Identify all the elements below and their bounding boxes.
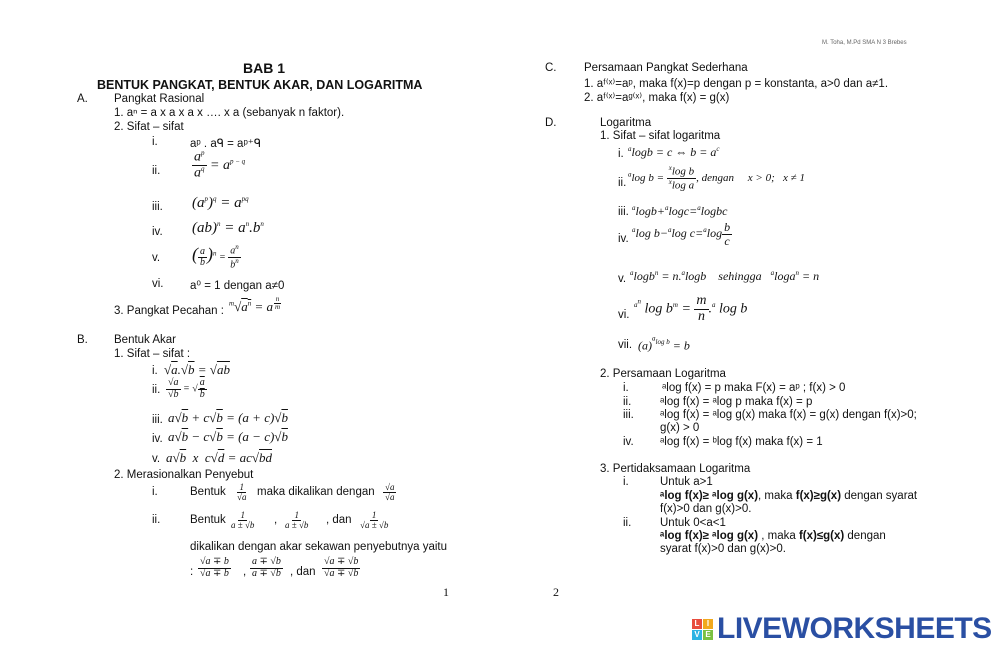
rule-a-iv-num: iv.	[152, 226, 163, 238]
log-eq-iii: ᵃlog f(x) = ᵃlog g(x) maka f(x) = g(x) dengan f(x)>0;	[660, 409, 917, 421]
page-number-left: 1	[443, 585, 449, 599]
section-d-sub2: 2. Persamaan Logaritma	[600, 368, 726, 380]
log-rule-i-formula: $^a$logb = c ⇔ $b = a^c$	[628, 145, 720, 159]
rationalize-ii-label: Bentuk	[190, 514, 226, 526]
rule-b-iii-formula: a√b + c√b = (a + c)√b	[168, 410, 288, 425]
log-ineq-i-syarat: f(x)>0 dan g(x)>0.	[660, 503, 752, 515]
section-a-item2: 2. Sifat – sifat	[114, 121, 184, 133]
log-ineq-ii-num: ii.	[623, 517, 632, 529]
page-number-right: 2	[553, 585, 559, 599]
section-c-letter: C.	[545, 62, 557, 74]
rule-b-v-formula: a√b x c√d = ac√bd	[166, 450, 273, 465]
log-rule-vii-formula: $(a)^{^alog b} = b$	[638, 335, 690, 353]
log-rule-vi-num: vi.	[618, 309, 630, 321]
rule-a-iii-formula: $(a^p)^q = a^{pq}$	[192, 195, 249, 211]
conjugate-sep2: , dan	[290, 566, 316, 578]
section-c-line1: 1. aᶠ⁽ˣ⁾=aᵖ, maka f(x)=p dengan p = konstanta, a>0 dan a≠1.	[584, 78, 889, 90]
conjugate-frac3: $\frac{√a \mp √b}{√a \mp √b}$	[324, 556, 359, 579]
rule-b-ii-num: ii.	[152, 384, 161, 396]
fraction-power-formula: $^m√a^n = a$ $^{\frac{n}{m}}$	[229, 295, 281, 314]
rule-a-iii-num: iii.	[152, 201, 163, 213]
rule-a-ii-formula: $\frac{a^p}{a^q}$ = $a^{p - q}$	[194, 149, 246, 181]
log-rule-iii-formula: $^a$logb+$^a$logc=$^a$logbc	[632, 204, 728, 218]
conjugate-frac2: $\frac{a \mp √b}{a \mp √b}$	[252, 556, 281, 579]
log-ineq-i-rule: ᵃlog f(x)≥ ᵃlog g(x), maka f(x)≥g(x) dengan syarat	[660, 490, 918, 502]
log-eq-i-num: i.	[623, 382, 629, 394]
log-rule-v-formula: $^a$logb$^n$ = n.$^a$logb sehingga $^a$loga$^n$ = n	[630, 269, 820, 283]
rationalize-conjugate-text: dikalikan dengan akar sekawan penyebutnya yaitu	[190, 541, 448, 553]
rule-b-v-num: v.	[152, 453, 161, 465]
log-eq-iv-num: iv.	[623, 436, 634, 448]
conjugate-sep1: ,	[243, 566, 247, 578]
rule-a-ii-num: ii.	[152, 165, 161, 177]
rule-a-i-num: i.	[152, 136, 158, 148]
log-ineq-i-num: i.	[623, 476, 629, 488]
rule-a-v-num: v.	[152, 252, 161, 264]
section-b-heading: Bentuk Akar	[114, 334, 177, 346]
rationalize-i-multiplier: $\frac{√a}{√a}$	[385, 482, 395, 503]
rule-b-i-num: i.	[152, 365, 158, 377]
rationalize-ii-frac3: $\frac{1}{√a \pm √b}$	[360, 510, 389, 531]
log-rule-ii-num: ii.	[618, 177, 627, 189]
rationalize-conjugate-colon: :	[190, 566, 194, 578]
logo-badge-icon: L I V E	[692, 619, 713, 640]
rule-b-iv-num: iv.	[152, 433, 163, 445]
rationalize-ii-sep2: , dan	[326, 514, 352, 526]
section-b-letter: B.	[77, 334, 88, 346]
log-eq-iii-cont: g(x) > 0	[660, 422, 700, 434]
rationalize-i-text: maka dikalikan dengan	[257, 486, 375, 498]
log-eq-ii: ᵃlog f(x) = ᵃlog p maka f(x) = p	[660, 396, 813, 408]
log-ineq-ii-rule: ᵃlog f(x)≥ ᵃlog g(x) , maka f(x)≤g(x) dengan	[660, 530, 886, 542]
rule-a-iv-formula: $(ab)^n = a^n.b^n$	[192, 220, 264, 236]
rule-a-vi-num: vi.	[152, 278, 164, 290]
rationalize-i-label: Bentuk	[190, 486, 226, 498]
section-d-sub3: 3. Pertidaksamaan Logaritma	[600, 463, 751, 475]
log-eq-iv: ᵃlog f(x) = ᵇlog f(x) maka f(x) = 1	[660, 436, 823, 448]
rule-b-ii-formula: $\frac{√a}{√b}$ = √ $\frac{a}{b}$	[168, 377, 205, 400]
log-ineq-i-cond: Untuk a>1	[660, 476, 713, 488]
rule-b-i-formula: √a.√b = √ab	[164, 362, 230, 377]
rule-a-vi-formula: a⁰ = 1 dengan a≠0	[190, 280, 285, 292]
chapter-subtitle: BENTUK PANGKAT, BENTUK AKAR, DAN LOGARITMA	[97, 78, 423, 92]
section-a-heading: Pangkat Rasional	[114, 93, 205, 105]
rationalize-ii-num: ii.	[152, 514, 161, 526]
log-rule-v-num: v.	[618, 273, 627, 285]
section-a-item1: 1. aⁿ = a x a x a x …. x a (sebanyak n faktor).	[114, 107, 345, 119]
section-d-heading: Logaritma	[600, 117, 652, 129]
rationalize-i-frac: $\frac{1}{√a}$	[237, 482, 247, 503]
log-rule-iv-num: iv.	[618, 233, 629, 245]
log-eq-ii-num: ii.	[623, 396, 632, 408]
section-c-line2: 2. aᶠ⁽ˣ⁾=aᵍ⁽ˣ⁾, maka f(x) = g(x)	[584, 92, 730, 104]
log-rule-vii-num: vii.	[618, 339, 633, 351]
chapter-title: BAB 1	[243, 60, 286, 76]
rationalize-ii-frac1: $\frac{1}{a \pm √b}$	[231, 510, 255, 531]
log-eq-iii-num: iii.	[623, 409, 634, 421]
rationalize-ii-sep1: ,	[274, 514, 278, 526]
rule-a-v-formula: ( $\frac{a}{b}$ )$^n$ = $\frac{a^n}{b^n}$	[192, 243, 239, 271]
rule-b-iv-formula: a√b − c√b = (a − c)√b	[168, 429, 288, 444]
liveworksheets-logo[interactable]	[692, 612, 992, 646]
log-rule-i-num: i.	[618, 148, 624, 160]
log-rule-iv-formula: $^a$log b−$^a$log c=$^a$log $\frac{b}{c}$	[632, 220, 731, 248]
log-ineq-ii-syarat: syarat f(x)>0 dan g(x)>0.	[660, 543, 786, 555]
section-b-item1: 1. Sifat – sifat :	[114, 348, 191, 360]
log-rule-vi-formula: $^{a^n}$ $\log b^m$ = $\frac{m}{n}$ .$^a$ log b	[634, 293, 748, 324]
log-ineq-ii-cond: Untuk 0<a<1	[660, 517, 726, 529]
section-c-heading: Persamaan Pangkat Sederhana	[584, 62, 748, 74]
header-note: M. Toha, M.Pd SMA N 3 Brebes	[822, 40, 907, 46]
logo-text: LIVEWORKSHEETS	[717, 612, 992, 645]
section-d-sub1: 1. Sifat – sifat logaritma	[600, 130, 721, 142]
rule-b-iii-num: iii.	[152, 414, 163, 426]
conjugate-frac1: $\frac{√a \mp b}{√a \mp b}$	[200, 556, 229, 579]
rationalize-i-num: i.	[152, 486, 158, 498]
log-rule-iii-num: iii.	[618, 206, 629, 218]
section-b-item2: 2. Merasionalkan Penyebut	[114, 469, 254, 481]
log-eq-i: ᵃlog f(x) = p maka F(x) = aᵖ ; f(x) > 0	[662, 382, 846, 394]
section-d-letter: D.	[545, 117, 557, 129]
rationalize-ii-frac2: $\frac{1}{a \pm √b}$	[285, 510, 309, 531]
log-rule-ii-formula: $^a$log b = $\frac{^x\log b}{^x\log a}$ , dengan x > 0; x ≠ 1	[628, 164, 805, 192]
section-a-letter: A.	[77, 93, 88, 105]
section-a-item3: 3. Pangkat Pecahan :	[114, 305, 224, 317]
rule-a-i-formula: aᵖ . aᑫ = aᵖ⁺ᑫ	[190, 138, 262, 150]
